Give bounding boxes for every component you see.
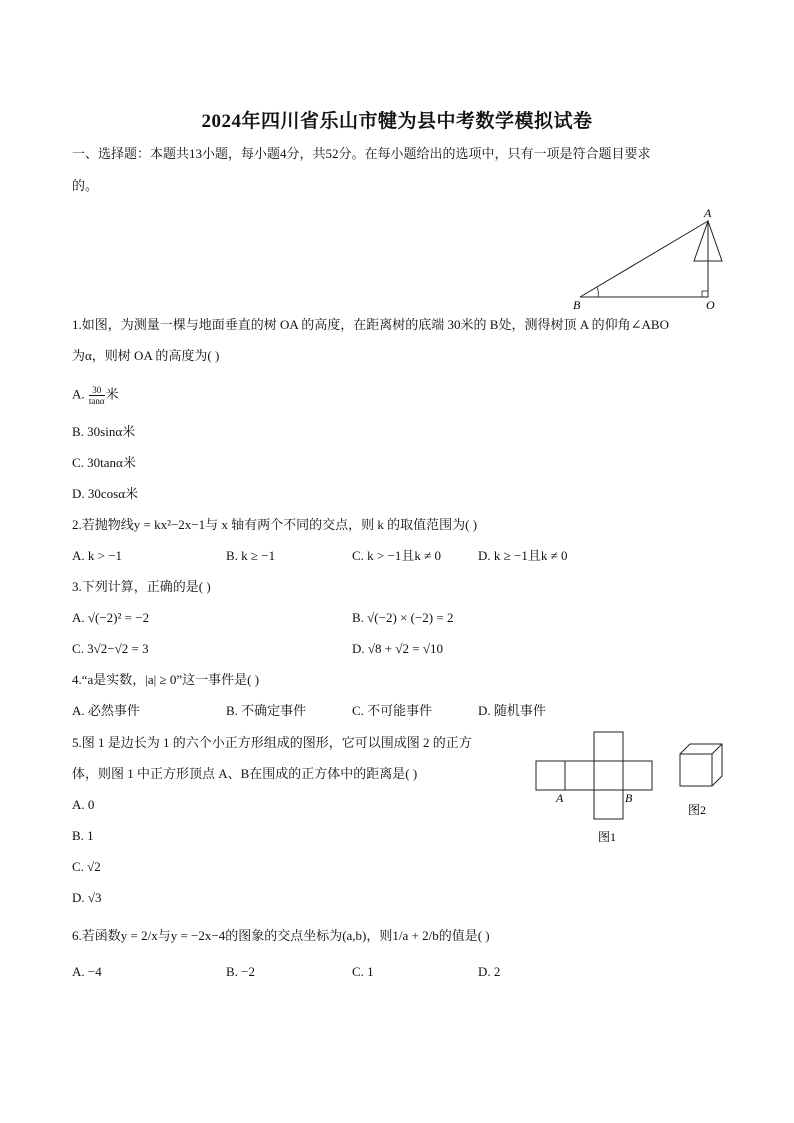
q5-point-a: A [556,791,564,805]
q4-option-c: C. 不可能事件 [352,703,433,718]
q2-option-a: A. k > −1 [72,548,123,563]
q3-option-c: C. 3√2−√2 = 3 [72,641,149,656]
section-heading-line1: 一、选择题：本题共13小题，每小题4分，共52分。在每小题给出的选项中，只有一项是符合题目要求 [72,146,651,161]
q2-option-d: D. k ≥ −1且k ≠ 0 [478,548,568,563]
q6-option-c: C. 1 [352,964,374,979]
q1-option-b: B. 30sinα米 [72,424,136,439]
q5-option-a: A. 0 [72,797,95,812]
q1-label-o: O [706,298,715,312]
q1-option-a-numerator: 30 [89,385,105,396]
q1-triangle-figure [570,205,730,315]
q6-option-a: A. −4 [72,964,102,979]
q5-stem-line2: 体，则图 1 中正方形顶点 A、B在围成的正方体中的距离是( ) [72,766,418,781]
q1-label-b: B [573,298,581,312]
q3-option-a: A. √(−2)² = −2 [72,610,150,625]
page-title: 2024年四川省乐山市犍为县中考数学模拟试卷 [201,111,593,132]
q3-option-b: B. √(−2) × (−2) = 2 [352,610,454,625]
q5-stem-line1: 5.图 1 是边长为 1 的六个小正方形组成的图形，它可以围成图 2 的正方 [72,735,472,750]
q1-option-a-prefix: A. [72,386,85,402]
q5-option-d: D. √3 [72,890,102,905]
q1-stem-line1: 1.如图，为测量一棵与地面垂直的树 OA 的高度，在距离树的底端 30米的 B处，测得树顶 A 的仰角∠ABO [72,317,669,332]
q1-option-c: C. 30tanα米 [72,455,136,470]
q1-option-a-fraction [89,385,105,406]
q5-fig2-label: 图2 [688,803,707,817]
q3-option-d: D. √8 + √2 = √10 [352,641,443,656]
q5-fig1-label: 图1 [598,830,617,844]
q5-option-c: C. √2 [72,859,101,874]
q6-option-d: D. 2 [478,964,501,979]
q5-point-b: B [625,791,633,805]
q4-stem: 4.“a是实数，|a| ≥ 0”这一事件是( ) [72,672,260,687]
q6-stem: 6.若函数y = 2/x与y = −2x−4的图象的交点坐标为(a,b)，则1/a + 2/b的值是( ) [72,928,490,943]
q5-option-b: B. 1 [72,828,94,843]
q1-stem-line2: 为α，则树 OA 的高度为( ) [72,348,220,363]
q2-option-c: C. k > −1且k ≠ 0 [352,548,441,563]
q1-option-d: D. 30cosα米 [72,486,139,501]
q1-option-a-denominator: tanα [88,396,105,406]
q4-option-b: B. 不确定事件 [226,703,307,718]
q5-net-figure [534,730,664,850]
q6-option-b: B. −2 [226,964,256,979]
q5-cube-figure [676,742,726,822]
section-heading-line2: 的。 [72,178,99,193]
q4-option-a: A. 必然事件 [72,703,140,718]
q2-option-b: B. k ≥ −1 [226,548,276,563]
q3-stem: 3.下列计算，正确的是( ) [72,579,211,594]
q4-option-d: D. 随机事件 [478,703,546,718]
q2-stem: 2.若抛物线y = kx²−2x−1与 x 轴有两个不同的交点，则 k 的取值范围为( ) [72,517,478,532]
q1-option-a-unit: 米 [105,386,119,402]
q1-option-a [72,385,119,406]
q1-label-a: A [704,206,712,220]
